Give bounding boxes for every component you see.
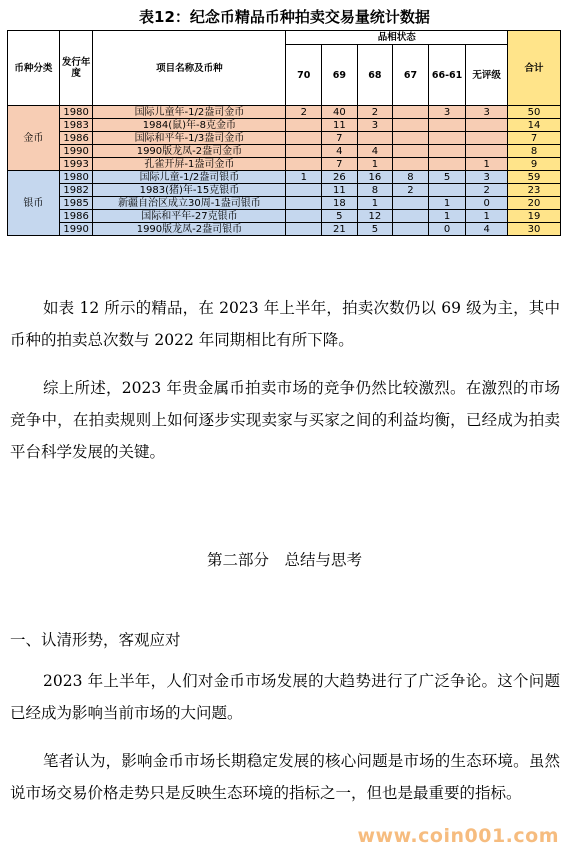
- total-cell: 50: [508, 106, 561, 119]
- site-watermark: www.coin001.com: [357, 825, 559, 847]
- section-heading: 第二部分 总结与思考: [206, 551, 362, 569]
- year-cell: 1986: [59, 210, 93, 223]
- grade-cell: 3: [466, 171, 508, 184]
- table-title: 表12：纪念币精品币种拍卖交易量统计数据: [139, 8, 430, 26]
- grade-cell: 5: [322, 210, 358, 223]
- grade-cell: [286, 197, 322, 210]
- name-cell: 国际儿童年-1/2盎司金币: [93, 106, 286, 119]
- table-row: [8, 106, 561, 119]
- total-cell: 14: [508, 119, 561, 132]
- total-cell: 19: [508, 210, 561, 223]
- grade-cell: 5: [357, 223, 393, 236]
- grade-cell: [286, 223, 322, 236]
- grade-cell: 2: [466, 184, 508, 197]
- grade-cell: 0: [428, 223, 466, 236]
- grade-cell: 7: [322, 132, 358, 145]
- grade-cell: 11: [322, 184, 358, 197]
- table-row: [8, 132, 561, 145]
- header-total: 合计: [508, 31, 561, 106]
- grade-cell: 4: [466, 223, 508, 236]
- name-cell: 1990版龙凤-2盎司银币: [93, 223, 286, 236]
- grade-cell: 4: [322, 145, 358, 158]
- total-cell: 59: [508, 171, 561, 184]
- grade-cell: [286, 210, 322, 223]
- year-cell: 1983: [59, 119, 93, 132]
- grade-cell: [428, 158, 466, 171]
- grade-cell: [466, 145, 508, 158]
- header-grade: 66-61: [428, 45, 466, 106]
- name-cell: 1984(鼠)年-8克金币: [93, 119, 286, 132]
- grade-cell: 12: [357, 210, 393, 223]
- header-grade: 67: [393, 45, 429, 106]
- grade-cell: 2: [357, 106, 393, 119]
- header-grade: 68: [357, 45, 393, 106]
- grade-cell: 16: [357, 171, 393, 184]
- name-cell: 国际和平年-1/3盎司金币: [93, 132, 286, 145]
- header-grade: 无评级: [466, 45, 508, 106]
- grade-cell: 21: [322, 223, 358, 236]
- grade-cell: [286, 132, 322, 145]
- subheading: 一、认清形势，客观应对: [10, 631, 181, 649]
- paragraph-4: 笔者认为，影响金币市场长期稳定发展的核心问题是市场的生态环境。虽然说市场交易价格走势只是反映生态环境的指标之一，但也是最重要的指标。: [10, 752, 560, 802]
- header-category: 币种分类: [8, 31, 60, 106]
- grade-cell: [357, 132, 393, 145]
- grade-cell: 3: [357, 119, 393, 132]
- grade-cell: [286, 184, 322, 197]
- year-cell: 1986: [59, 132, 93, 145]
- year-cell: 1982: [59, 184, 93, 197]
- total-cell: 7: [508, 132, 561, 145]
- grade-cell: [466, 119, 508, 132]
- table-row: [8, 184, 561, 197]
- year-cell: 1980: [59, 171, 93, 184]
- grade-cell: 0: [466, 197, 508, 210]
- total-cell: 8: [508, 145, 561, 158]
- grade-cell: 1: [466, 158, 508, 171]
- grade-cell: 2: [393, 184, 429, 197]
- grade-cell: [428, 145, 466, 158]
- table-row: [8, 171, 561, 184]
- grade-cell: 26: [322, 171, 358, 184]
- paragraph-2: 综上所述，2023 年贵金属币拍卖市场的竞争仍然比较激烈。在激烈的市场竞争中，在拍卖规则上如何逐步实现卖家与买家之间的利益均衡，已经成为拍卖平台科学发展的关键。: [10, 379, 560, 461]
- grade-cell: [428, 132, 466, 145]
- header-grade: 70: [286, 45, 322, 106]
- name-cell: 孔雀开屏-1盎司金币: [93, 158, 286, 171]
- year-cell: 1990: [59, 145, 93, 158]
- grade-cell: 18: [322, 197, 358, 210]
- header-grade: 69: [322, 45, 358, 106]
- name-cell: 国际和平年-27克银币: [93, 210, 286, 223]
- grade-cell: [393, 132, 429, 145]
- grade-cell: 1: [466, 210, 508, 223]
- header-year: 发行年度: [59, 31, 93, 106]
- grade-cell: [393, 210, 429, 223]
- grade-cell: [428, 119, 466, 132]
- grade-cell: 2: [286, 106, 322, 119]
- table-row: [8, 197, 561, 210]
- table-row: [8, 210, 561, 223]
- grade-cell: 5: [428, 171, 466, 184]
- grade-cell: [466, 132, 508, 145]
- grade-cell: 4: [357, 145, 393, 158]
- table-row: [8, 145, 561, 158]
- total-cell: 9: [508, 158, 561, 171]
- grade-cell: [286, 119, 322, 132]
- grade-cell: [286, 158, 322, 171]
- paragraph-1: 如表 12 所示的精品，在 2023 年上半年，拍卖次数仍以 69 级为主，其中币种的拍卖总次数与 2022 年同期相比有所下降。: [10, 299, 560, 349]
- grade-cell: 8: [393, 171, 429, 184]
- grade-cell: 1: [357, 197, 393, 210]
- grade-cell: 3: [428, 106, 466, 119]
- header-name: 项目名称及币种: [93, 31, 286, 106]
- grade-cell: [393, 158, 429, 171]
- grade-cell: [286, 145, 322, 158]
- grade-cell: 3: [466, 106, 508, 119]
- category-cell: 银币: [8, 171, 60, 236]
- name-cell: 1990版龙凤-2盎司金币: [93, 145, 286, 158]
- table-row: [8, 119, 561, 132]
- year-cell: 1990: [59, 223, 93, 236]
- grade-cell: [393, 106, 429, 119]
- name-cell: 新疆自治区成立30周-1盎司银币: [93, 197, 286, 210]
- paragraph-3: 2023 年上半年，人们对金币市场发展的大趋势进行了广泛争论。这个问题已经成为影响当前市场的大问题。: [10, 672, 560, 722]
- name-cell: 国际儿童-1/2盎司银币: [93, 171, 286, 184]
- year-cell: 1980: [59, 106, 93, 119]
- stats-table: [7, 30, 561, 236]
- table-row: [8, 223, 561, 236]
- grade-cell: 1: [428, 197, 466, 210]
- grade-cell: [428, 184, 466, 197]
- grade-cell: 40: [322, 106, 358, 119]
- grade-cell: 7: [322, 158, 358, 171]
- grade-cell: [393, 119, 429, 132]
- header-condition-group: 品相状态: [286, 31, 508, 45]
- total-cell: 30: [508, 223, 561, 236]
- grade-cell: 1: [286, 171, 322, 184]
- grade-cell: 1: [428, 210, 466, 223]
- grade-cell: [393, 197, 429, 210]
- year-cell: 1985: [59, 197, 93, 210]
- grade-cell: 1: [357, 158, 393, 171]
- name-cell: 1983(猪)年-15克银币: [93, 184, 286, 197]
- grade-cell: 8: [357, 184, 393, 197]
- grade-cell: [393, 145, 429, 158]
- total-cell: 20: [508, 197, 561, 210]
- category-cell: 金币: [8, 106, 60, 171]
- grade-cell: 11: [322, 119, 358, 132]
- grade-cell: [393, 223, 429, 236]
- total-cell: 23: [508, 184, 561, 197]
- year-cell: 1993: [59, 158, 93, 171]
- table-row: [8, 158, 561, 171]
